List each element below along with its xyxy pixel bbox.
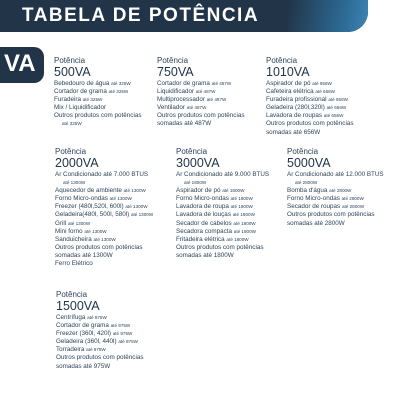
appliance-item: [176, 187, 269, 195]
appliance-name: Mini forno: [55, 227, 83, 235]
appliance-name: Cortador de grama: [157, 80, 210, 87]
appliance-item: [55, 252, 153, 260]
power-limit-note: até 1300W: [130, 212, 154, 218]
header-banner: [0, 0, 368, 32]
appliance-name: Secador de roupas: [287, 203, 341, 211]
banner-accent: [288, 0, 368, 32]
power-limit-note: até 1300W: [125, 204, 148, 210]
appliance-name: somadas até 1300W: [55, 251, 113, 259]
appliance-item: [287, 179, 384, 187]
power-limit-note: até 975W: [87, 315, 107, 320]
appliance-name: Bebedouro de água: [54, 80, 110, 87]
appliance-item: [266, 88, 354, 96]
appliance-item: [176, 171, 269, 179]
tier-750va: [157, 56, 245, 129]
appliance-item: [55, 244, 153, 252]
tier-value: 500VA: [54, 65, 91, 79]
appliance-name: somadas até 1800W: [176, 251, 234, 259]
appliance-name: Ar Condicionado até 12.000 BTUS: [287, 171, 384, 178]
power-limit-note: até 1800W: [222, 188, 245, 194]
power-limit-note: até 1300W: [67, 220, 91, 226]
va-tab-label: VA: [4, 50, 36, 77]
appliance-item: [176, 179, 269, 187]
appliance-item: [176, 220, 269, 228]
tier-caption: Potência: [176, 147, 208, 156]
tier-caption: Potência: [287, 147, 319, 156]
appliance-name: Cortador de grama: [56, 322, 109, 330]
power-limit-note: até 656W: [315, 89, 336, 95]
power-limit-note: até 656W: [326, 105, 347, 111]
appliance-name: Mix / Liquidificador: [54, 104, 107, 112]
appliance-item: [55, 236, 153, 244]
appliance-item: [54, 96, 142, 104]
tier-value: 3000VA: [176, 156, 220, 170]
tier-1500va: [56, 290, 144, 371]
tier-value: 2000VA: [55, 156, 99, 170]
appliance-item: [56, 338, 144, 346]
power-limit-note: até 325W: [111, 81, 131, 86]
tier-caption: Potência: [54, 56, 86, 65]
power-limit-note: até 487W: [206, 97, 227, 103]
appliance-name: Lavadora de roupas: [266, 112, 323, 120]
appliance-item: [266, 80, 354, 88]
appliance-item: [56, 322, 144, 330]
appliance-item: [157, 112, 245, 120]
appliance-name: somadas até 487W: [157, 120, 212, 128]
appliance-item: [55, 228, 153, 236]
appliance-name: Lavadora de louças: [176, 211, 231, 219]
appliance-item: [54, 112, 142, 120]
appliance-name: Multiprocessador: [157, 96, 205, 104]
appliance-item: [55, 195, 153, 203]
power-limit-note: até 1800W: [230, 204, 253, 210]
appliance-item: [54, 104, 142, 112]
power-limit-note: até 1300W: [109, 196, 132, 202]
power-limit-note: até 975W: [118, 339, 138, 345]
power-limit-note: até 325W: [82, 97, 103, 103]
appliance-item: [176, 252, 269, 260]
appliance-name: Aquecedor de ambiente: [55, 187, 122, 195]
appliance-name: Grill: [55, 219, 67, 227]
power-limit-note: até 1300W: [84, 228, 107, 234]
appliance-name: Freezer (480l,520l, 600l): [55, 203, 124, 211]
appliance-name: Outros produtos com potências: [287, 211, 375, 219]
appliance-item: [287, 171, 384, 179]
appliance-name: Aspirador de pó: [266, 80, 311, 87]
appliance-name: Secadora compacta: [176, 227, 233, 235]
tier-value: 1500VA: [56, 299, 100, 313]
appliance-name: Cafeteira elétrica: [266, 88, 314, 96]
appliance-item: [56, 346, 144, 354]
power-limit-note: até 656W: [328, 97, 348, 103]
tier-3000va: [176, 147, 269, 260]
appliance-item: [54, 80, 142, 88]
appliance-name: Forno Micro-ondas: [176, 195, 229, 203]
power-limit-note: até 975W: [112, 331, 133, 337]
appliance-name: Outros produtos com potências: [55, 243, 143, 251]
tier-1010va: [266, 56, 354, 137]
appliance-name: Furadeira profissional: [266, 96, 327, 104]
appliance-name: Outros produtos com potências: [266, 120, 354, 128]
appliance-item: [157, 80, 245, 88]
appliance-item: [55, 211, 153, 219]
power-limit-note: até 1800W: [233, 220, 256, 226]
power-limit-note: até 656W: [312, 81, 332, 86]
appliance-name: somadas até 975W: [56, 362, 111, 370]
tier-value: 5000VA: [287, 156, 331, 170]
appliance-item: [176, 228, 269, 236]
power-limit-note: até 2800W: [341, 196, 364, 202]
appliance-name: Torradeira: [56, 346, 85, 354]
appliance-item: [287, 220, 384, 228]
appliance-item: [266, 129, 354, 137]
appliance-item: [55, 187, 153, 195]
power-limit-note: até 2800W: [329, 188, 352, 194]
appliance-name: Lavadora de roupa: [176, 203, 229, 211]
appliance-item: [55, 171, 153, 179]
power-limit-note: até 1800W: [232, 212, 255, 218]
tier-value: 750VA: [157, 65, 194, 79]
appliance-name: Forno Micro-ondas: [55, 195, 108, 203]
tier-caption: Potência: [266, 56, 298, 65]
appliance-name: Outros produtos com potências: [54, 112, 142, 120]
appliance-item: [176, 195, 269, 203]
appliance-item: [54, 120, 142, 128]
appliance-item: [266, 104, 354, 112]
appliance-item: [55, 203, 153, 211]
appliance-name: Forno Micro-ondas: [287, 195, 340, 203]
power-limit-note: até 1800W: [184, 180, 207, 186]
appliance-name: Ventilador: [157, 104, 186, 112]
power-limit-note: até 2800W: [341, 204, 365, 210]
tier-caption: Potência: [56, 290, 88, 299]
appliance-item: [157, 120, 245, 128]
appliance-item: [56, 354, 144, 362]
appliance-item: [157, 96, 245, 104]
power-limit-note: até 656W: [323, 113, 344, 119]
appliance-item: [56, 363, 144, 371]
appliance-item: [176, 236, 269, 244]
appliance-item: [55, 220, 153, 228]
appliance-name: Outros produtos com potências: [176, 243, 264, 251]
appliance-name: Geladeira (280l,320l): [266, 104, 325, 112]
page-title: TABELA DE POTÊNCIA: [22, 5, 260, 26]
appliance-name: Centrífuga: [56, 314, 86, 321]
power-limit-note: até 975W: [86, 347, 106, 353]
power-limit-note: até 2800W: [295, 180, 318, 186]
power-limit-note: até 487W: [186, 105, 207, 111]
appliance-name: Aspirador de pó: [176, 187, 221, 195]
appliance-item: [54, 88, 142, 96]
tier-caption: Potência: [157, 56, 189, 65]
appliance-item: [266, 120, 354, 128]
appliance-item: [157, 88, 245, 96]
tier-caption: Potência: [55, 147, 87, 156]
appliance-item: [56, 314, 144, 322]
power-limit-note: até 1300W: [93, 236, 116, 242]
tier-5000va: [287, 147, 384, 228]
appliance-name: Cortador de grama: [54, 88, 107, 96]
appliance-name: Freezer (360l, 420l): [56, 330, 111, 338]
appliance-item: [55, 260, 153, 268]
appliance-name: Ar Condicionado até 9.000 BTUS: [176, 171, 270, 178]
appliance-item: [176, 244, 269, 252]
appliance-name: somadas até 656W: [266, 128, 321, 136]
appliance-item: [176, 203, 269, 211]
power-limit-note: até 325W: [108, 89, 129, 95]
appliance-item: [266, 112, 354, 120]
tier-2000va: [55, 147, 153, 268]
power-limit-note: até 975W: [110, 323, 131, 329]
power-limit-note: até 1800W: [233, 228, 256, 234]
va-tab: [0, 47, 44, 83]
power-limit-note: até 1800W: [230, 196, 253, 202]
appliance-item: [157, 104, 245, 112]
power-limit-note: até 487W: [195, 89, 216, 95]
appliance-name: Geladeira (360l, 440l): [56, 338, 117, 346]
appliance-name: Outros produtos com potências: [157, 112, 245, 120]
appliance-name: Secador de cabelos: [176, 219, 232, 227]
appliance-name: Ferro Elétrico: [55, 260, 93, 268]
appliance-name: somadas até 2800W: [287, 219, 345, 227]
appliance-item: [287, 187, 384, 195]
tier-value: 1010VA: [266, 65, 310, 79]
power-limit-note: até 325W: [62, 121, 82, 127]
appliance-item: [55, 179, 153, 187]
appliance-name: Bomba d'água: [287, 187, 328, 195]
appliance-item: [56, 330, 144, 338]
appliance-item: [176, 211, 269, 219]
appliance-item: [287, 211, 384, 219]
appliance-name: Furadeira: [54, 96, 81, 104]
appliance-name: Fritadeira elétrica: [176, 235, 225, 243]
appliance-item: [287, 195, 384, 203]
appliance-name: Sanduicheira: [55, 235, 92, 243]
appliance-name: Outros produtos com potências: [56, 354, 144, 362]
appliance-item: [287, 203, 384, 211]
appliance-name: Geladeira(480l, 500l, 580l): [55, 211, 130, 219]
power-limit-note: até 1300W: [63, 180, 86, 186]
appliance-item: [266, 96, 354, 104]
power-limit-note: até 1300W: [123, 188, 146, 194]
appliance-name: Liquidificador: [157, 88, 195, 96]
power-limit-note: até 487W: [211, 81, 232, 86]
power-limit-note: até 1800W: [226, 236, 249, 242]
tier-500va: [54, 56, 142, 129]
appliance-name: Ar Condicionado até 7.000 BTUS: [55, 171, 149, 178]
